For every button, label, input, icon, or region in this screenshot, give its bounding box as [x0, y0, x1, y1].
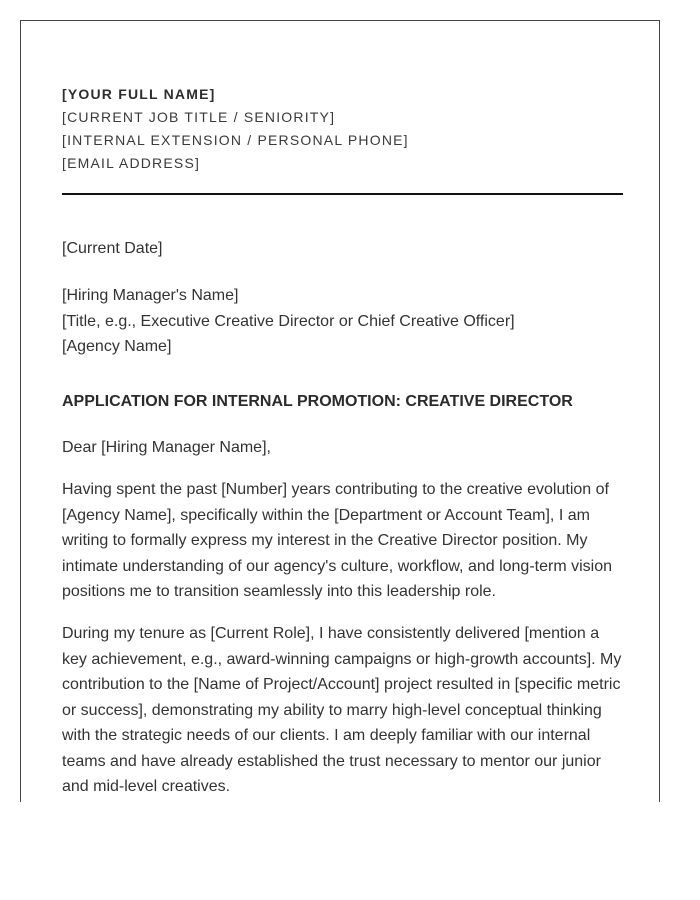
- sender-email: [EMAIL ADDRESS]: [62, 155, 201, 171]
- recipient-agency: [Agency Name]: [62, 338, 172, 355]
- recipient-block: [62, 283, 627, 360]
- recipient-title: [Title, e.g., Executive Creative Director or Chief Creative Officer]: [62, 312, 515, 330]
- sender-header: [62, 83, 624, 175]
- recipient-name: [Hiring Manager's Name]: [62, 287, 239, 304]
- paragraph-line: or success], demonstrating my ability to marry high-level conceptual thinking: [62, 701, 602, 719]
- paragraph-2: [62, 621, 627, 800]
- paragraph-line: [Agency Name], specifically within the [Department or Account Team], I am: [62, 506, 590, 524]
- paragraph-line: with the strategic needs of our clients. I am deeply familiar with our internal: [62, 727, 591, 744]
- header-divider: [62, 193, 623, 195]
- paragraph-line: key achievement, e.g., award-winning campaigns or high-growth accounts]. My: [62, 650, 622, 668]
- paragraph-line: Having spent the past [Number] years contributing to the creative evolution of: [62, 481, 609, 498]
- letter-salutation: Dear [Hiring Manager Name],: [62, 439, 271, 456]
- sender-name: [YOUR FULL NAME]: [62, 86, 216, 102]
- paragraph-line: contribution to the [Name of Project/Account] project resulted in [specific metric: [62, 676, 621, 693]
- letter-date: [Current Date]: [62, 240, 163, 257]
- paragraph-1: [62, 477, 627, 605]
- paragraph-line: intimate understanding of our agency's culture, workflow, and long-term vision: [62, 557, 613, 575]
- sender-title: [CURRENT JOB TITLE / SENIORITY]: [62, 109, 336, 125]
- sender-phone: [INTERNAL EXTENSION / PERSONAL PHONE]: [62, 132, 409, 148]
- paragraph-line: During my tenure as [Current Role], I have consistently delivered [mention a: [62, 625, 600, 642]
- letter-subject: APPLICATION FOR INTERNAL PROMOTION: CREATIVE DIRECTOR: [62, 393, 573, 410]
- letter-page: [20, 20, 660, 802]
- paragraph-line: positions me to transition seamlessly into this leadership role.: [62, 583, 496, 600]
- paragraph-line: writing to formally express my interest in the Creative Director position. My: [62, 532, 588, 549]
- paragraph-line: and mid-level creatives.: [62, 778, 231, 795]
- paragraph-line: teams and have already established the trust necessary to mentor our junior: [62, 752, 601, 770]
